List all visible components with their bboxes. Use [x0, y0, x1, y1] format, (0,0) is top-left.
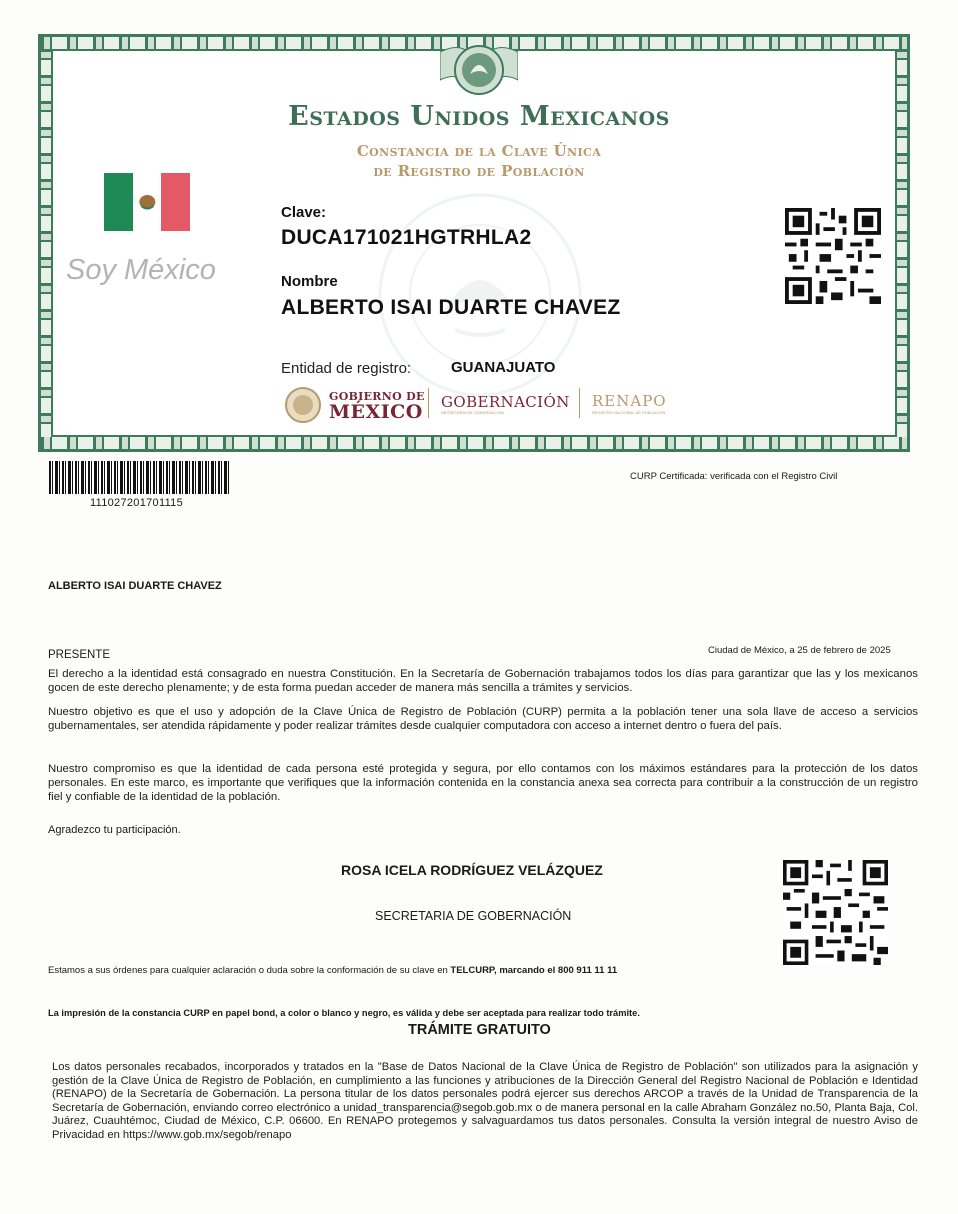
barcode: [49, 461, 229, 494]
document-subtitle-1: Constancia de la Clave Única: [356, 142, 602, 160]
nombre-value: ALBERTO ISAI DUARTE CHAVEZ: [281, 296, 621, 319]
paragraph-1: El derecho a la identidad está consagrado en nuestra Constitución. En la Secretaría de Gobernación trabajamos todos los días para garantizar que las y los mexicanos gocen de este derecho plenamente; y de esta forma puedan acceder de manera más sencilla a trámites y servicios.: [48, 668, 918, 694]
logo-gobernacion: GOBERNACIÓN: [441, 393, 570, 411]
soy-mexico-label: Soy México: [66, 254, 216, 286]
nombre-label: Nombre: [281, 273, 338, 290]
entidad-label: Entidad de registro:: [281, 360, 412, 377]
contact-prefix: Estamos a sus órdenes para cualquier aclaración o duda sobre la conformación de su clave en: [48, 965, 451, 976]
tramite-gratuito: TRÁMITE GRATUITO: [408, 1022, 551, 1038]
logo-divider-2: [579, 388, 580, 418]
place-date: Ciudad de México, a 25 de febrero de 2025: [708, 645, 891, 656]
qr-code-icon: [785, 208, 881, 304]
national-seal-icon: [440, 42, 518, 100]
entidad-value: GUANAJUATO: [451, 359, 556, 376]
logo-renapo: RENAPO: [592, 392, 667, 410]
logo-gobierno-line1: GOBIERNO DE: [329, 390, 425, 403]
paragraph-2: Nuestro objetivo es que el uso y adopción de la Clave Única de Registro de Población (CURP) permita a la población tener una sola llave de acceso a servicios gubernamentales, ser atendida rápidamente y poder realizar trámites desde cualquier computadora con acceso a internet dentro o fuera del país.: [48, 706, 918, 732]
qr-code-2-icon: [783, 860, 888, 965]
gobierno-seal-icon: [284, 386, 322, 424]
impresion-note: La impresión de la constancia CURP en papel bond, a color o blanco y negro, es válida y debe ser aceptada para realizar todo trámite.: [48, 1008, 640, 1018]
document-subtitle-2: de Registro de Población: [373, 162, 585, 180]
barcode-number: 111027201701115: [90, 497, 183, 509]
document-title: Estados Unidos Mexicanos: [288, 101, 670, 132]
logo-gobierno-line2: MÉXICO: [329, 401, 423, 423]
curp-certificada: CURP Certificada: verificada con el Registro Civil: [630, 471, 838, 482]
logo-gobernacion-sub: SECRETARÍA DE GOBERNACIÓN: [441, 410, 504, 415]
logo-divider: [428, 388, 429, 418]
paragraph-3: Nuestro compromiso es que la identidad de cada persona esté protegida y segura, por ello contamos con los máximos estándares para la protección de los datos personales. En este marco, es importante que verifiques que la información contenida en la constancia anexa sea correcta para contribuir a la construcción de un registro fiel y confiable de la identidad de la población.: [48, 763, 918, 803]
thanks-text: Agradezco tu participación.: [48, 824, 181, 836]
contact-phone: TELCURP, marcando el 800 911 11 11: [450, 965, 618, 976]
privacy-notice: Los datos personales recabados, incorporados y tratados en la "Base de Datos Nacional de la Clave Única de Registro de Población" son utilizados para la asignación y gestión de la Clave Única de Registro de Población, en cumplimiento a las funciones y atribuciones de la Dirección General del Registro Nacional de Población e Identidad (RENAPO) de la Secretaría de Gobernación. La persona titular de los datos personales podrá ejercer sus derechos ARCOP a través de la Unidad de Transparencia de la Secretaría de Gobernación, enviando correo electrónico a unidad_transparencia@segob.gob.mx o de manera personal en la calle Abraham González no.50, Planta Baja, Col. Juárez, Cuauhtémoc, Ciudad de México, C.P. 06600. En RENAPO protegemos y salvaguardamos tus datos personales. Consulta la versión integral de nuestro Aviso de Privacidad en https://www.gob.mx/segob/renapo: [52, 1061, 918, 1141]
border-bottom: [41, 437, 907, 449]
letter-recipient: ALBERTO ISAI DUARTE CHAVEZ: [48, 580, 222, 592]
signer-name: ROSA ICELA RODRÍGUEZ VELÁZQUEZ: [341, 862, 603, 878]
contact-text: [48, 965, 617, 976]
mexico-flag-icon: [104, 173, 190, 231]
clave-label: Clave:: [281, 204, 327, 221]
presente-label: PRESENTE: [48, 649, 110, 661]
clave-value: DUCA171021HGTRHLA2: [281, 226, 532, 249]
logo-renapo-sub: REGISTRO NACIONAL DE POBLACIÓN: [592, 410, 666, 415]
signer-title: SECRETARIA DE GOBERNACIÓN: [375, 909, 572, 923]
